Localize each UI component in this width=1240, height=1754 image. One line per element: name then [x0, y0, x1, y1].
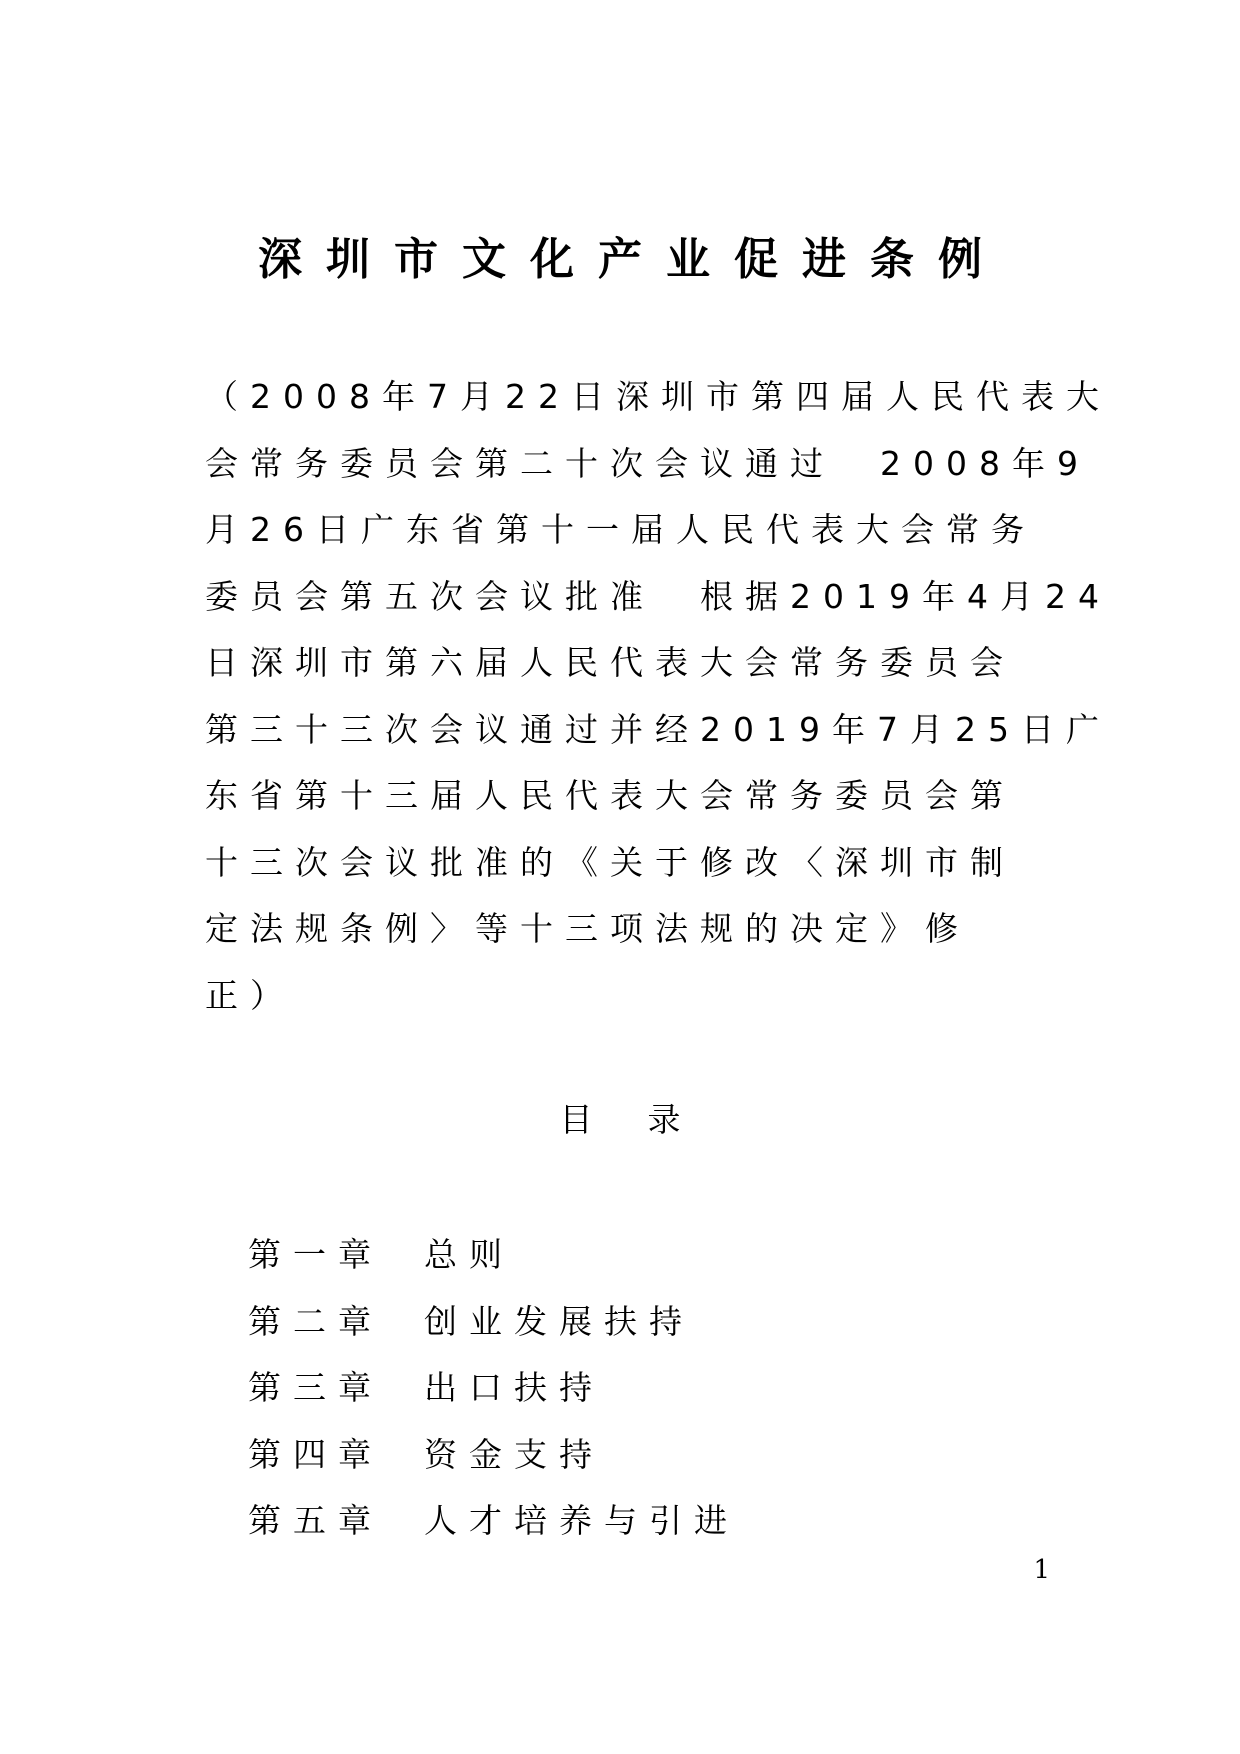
toc-chapter-title: 资金支持 — [424, 1434, 604, 1474]
preamble-line: 月26日广东省第十一届人民代表大会常务 — [205, 510, 1036, 549]
toc-item — [248, 1222, 1008, 1289]
toc-chapter-title: 人才培养与引进 — [424, 1501, 739, 1540]
preamble — [205, 364, 1111, 1029]
preamble-line: 会常务委员会第二十次会议通过 2008年9 — [205, 443, 1090, 483]
toc-item — [248, 1488, 1008, 1555]
preamble-line: 正） — [205, 975, 295, 1015]
toc-chapter-number: 第三章 — [248, 1368, 383, 1407]
toc-chapter-number: 第五章 — [248, 1501, 383, 1540]
toc-chapter-title: 创业发展扶持 — [424, 1301, 694, 1341]
toc-item — [248, 1355, 1008, 1422]
toc-chapter-number: 第一章 — [248, 1235, 383, 1274]
preamble-line: （2008年7月22日深圳市第四届人民代表大 — [205, 377, 1111, 416]
document-title: 深圳市文化产业促进条例 — [258, 234, 1006, 285]
toc-item — [248, 1422, 1008, 1489]
page-number: 1 — [1033, 1555, 1050, 1585]
preamble-line: 委员会第五次会议批准 根据2019年4月24 — [205, 576, 1111, 616]
toc-chapter-number: 第二章 — [248, 1301, 383, 1341]
preamble-line: 第三十三次会议通过并经2019年7月25日广 — [205, 709, 1111, 749]
toc-chapter-number: 第四章 — [248, 1434, 383, 1474]
table-of-contents — [248, 1222, 1008, 1555]
toc-heading-char: 录 — [647, 1100, 681, 1139]
toc-heading-char: 目 — [559, 1100, 593, 1139]
preamble-line: 十三次会议批准的《关于修改〈深圳市制 — [205, 842, 1015, 882]
toc-item — [248, 1289, 1008, 1356]
preamble-line: 日深圳市第六届人民代表大会常务委员会 — [205, 643, 1015, 682]
preamble-line: 定法规条例〉等十三项法规的决定》修 — [205, 909, 970, 948]
toc-chapter-title: 出口扶持 — [424, 1368, 604, 1407]
toc-chapter-title: 总则 — [424, 1235, 514, 1274]
toc-heading — [0, 1090, 1240, 1150]
preamble-line: 东省第十三届人民代表大会常务委员会第 — [205, 776, 1015, 815]
